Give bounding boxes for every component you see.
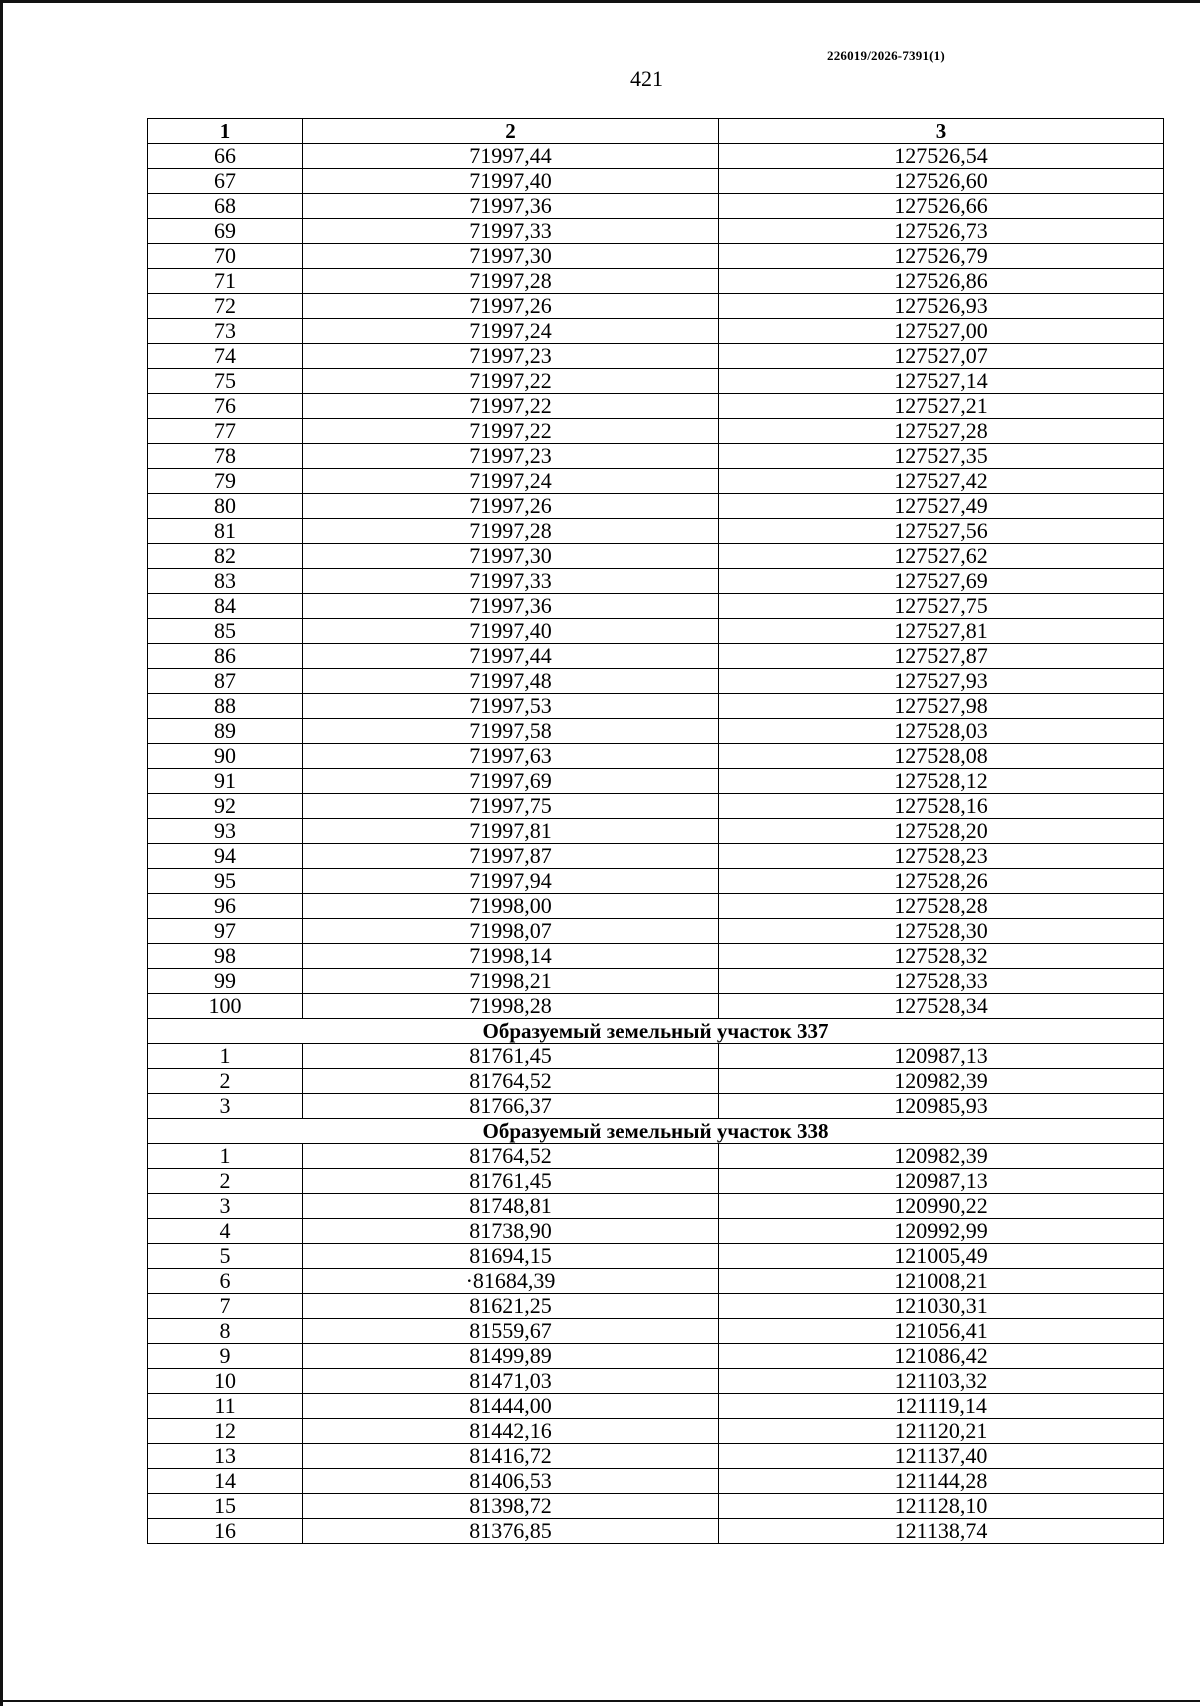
y-coordinate-cell: 127526,73: [719, 219, 1164, 244]
point-number-cell: 87: [148, 669, 303, 694]
point-number-cell: 11: [148, 1394, 303, 1419]
point-number-cell: 79: [148, 469, 303, 494]
x-coordinate-cell: 81738,90: [303, 1219, 719, 1244]
x-coordinate-cell: 71997,28: [303, 269, 719, 294]
table-row: [148, 1294, 1164, 1319]
table-row: [148, 469, 1164, 494]
y-coordinate-cell: 127527,87: [719, 644, 1164, 669]
table-row: [148, 169, 1164, 194]
y-coordinate-cell: 127527,28: [719, 419, 1164, 444]
point-number-cell: 2: [148, 1169, 303, 1194]
table-row: [148, 894, 1164, 919]
table-row: [148, 844, 1164, 869]
y-coordinate-cell: 127527,62: [719, 544, 1164, 569]
y-coordinate-cell: 127527,00: [719, 319, 1164, 344]
table-row: [148, 294, 1164, 319]
point-number-cell: 2: [148, 1069, 303, 1094]
point-number-cell: 84: [148, 594, 303, 619]
y-coordinate-cell: 120987,13: [719, 1169, 1164, 1194]
point-number-cell: 77: [148, 419, 303, 444]
y-coordinate-cell: 127528,08: [719, 744, 1164, 769]
x-coordinate-cell: 71997,63: [303, 744, 719, 769]
x-coordinate-cell: 71997,30: [303, 544, 719, 569]
point-number-cell: 80: [148, 494, 303, 519]
table-row: [148, 344, 1164, 369]
section-header-row: [148, 1119, 1164, 1144]
point-number-cell: 96: [148, 894, 303, 919]
x-coordinate-cell: 71998,00: [303, 894, 719, 919]
x-coordinate-cell: 71997,69: [303, 769, 719, 794]
point-number-cell: 16: [148, 1519, 303, 1544]
y-coordinate-cell: 121137,40: [719, 1444, 1164, 1469]
y-coordinate-cell: 120992,99: [719, 1219, 1164, 1244]
table-row: [148, 994, 1164, 1019]
table-row: [148, 1194, 1164, 1219]
x-coordinate-cell: 71997,36: [303, 594, 719, 619]
x-coordinate-cell: 81398,72: [303, 1494, 719, 1519]
y-coordinate-cell: 121138,74: [719, 1519, 1164, 1544]
y-coordinate-cell: 120985,93: [719, 1094, 1164, 1119]
x-coordinate-cell: 81764,52: [303, 1069, 719, 1094]
point-number-cell: 14: [148, 1469, 303, 1494]
table-row: [148, 1219, 1164, 1244]
x-coordinate-cell: 81416,72: [303, 1444, 719, 1469]
point-number-cell: 91: [148, 769, 303, 794]
point-number-cell: 1: [148, 1044, 303, 1069]
column-header-2: 2: [303, 119, 719, 144]
point-number-cell: 3: [148, 1194, 303, 1219]
x-coordinate-cell: 71997,22: [303, 369, 719, 394]
point-number-cell: 90: [148, 744, 303, 769]
x-coordinate-cell: 71997,26: [303, 494, 719, 519]
x-coordinate-cell: 71998,14: [303, 944, 719, 969]
point-number-cell: 93: [148, 819, 303, 844]
table-row: [148, 1469, 1164, 1494]
point-number-cell: 7: [148, 1294, 303, 1319]
table-row: [148, 1519, 1164, 1544]
table-row: [148, 1319, 1164, 1344]
x-coordinate-cell: 81761,45: [303, 1044, 719, 1069]
column-header-1: 1: [148, 119, 303, 144]
point-number-cell: 73: [148, 319, 303, 344]
y-coordinate-cell: 120982,39: [719, 1069, 1164, 1094]
y-coordinate-cell: 120982,39: [719, 1144, 1164, 1169]
point-number-cell: 67: [148, 169, 303, 194]
x-coordinate-cell: 71997,44: [303, 644, 719, 669]
table-row: [148, 619, 1164, 644]
point-number-cell: 86: [148, 644, 303, 669]
table-row: [148, 219, 1164, 244]
point-number-cell: 95: [148, 869, 303, 894]
point-number-cell: 81: [148, 519, 303, 544]
table-row: [148, 144, 1164, 169]
table-row: [148, 1394, 1164, 1419]
table-row: [148, 1069, 1164, 1094]
table-row: [148, 1494, 1164, 1519]
y-coordinate-cell: 121119,14: [719, 1394, 1164, 1419]
y-coordinate-cell: 127528,32: [719, 944, 1164, 969]
point-number-cell: 98: [148, 944, 303, 969]
y-coordinate-cell: 127528,34: [719, 994, 1164, 1019]
table-row: [148, 594, 1164, 619]
table-row: [148, 1269, 1164, 1294]
point-number-cell: 8: [148, 1319, 303, 1344]
y-coordinate-cell: 127527,42: [719, 469, 1164, 494]
point-number-cell: 6: [148, 1269, 303, 1294]
y-coordinate-cell: 127527,69: [719, 569, 1164, 594]
y-coordinate-cell: 127527,14: [719, 369, 1164, 394]
y-coordinate-cell: 120990,22: [719, 1194, 1164, 1219]
y-coordinate-cell: 127527,81: [719, 619, 1164, 644]
point-number-cell: 1: [148, 1144, 303, 1169]
x-coordinate-cell: 71997,28: [303, 519, 719, 544]
x-coordinate-cell: 71997,23: [303, 344, 719, 369]
table-row: [148, 969, 1164, 994]
y-coordinate-cell: 127527,75: [719, 594, 1164, 619]
x-coordinate-cell: 71997,40: [303, 169, 719, 194]
x-coordinate-cell: 71998,28: [303, 994, 719, 1019]
x-coordinate-cell: 71997,23: [303, 444, 719, 469]
coordinates-table: [147, 118, 1164, 1544]
table-header-row: [148, 119, 1164, 144]
y-coordinate-cell: 121008,21: [719, 1269, 1164, 1294]
y-coordinate-cell: 127527,93: [719, 669, 1164, 694]
x-coordinate-cell: 71997,30: [303, 244, 719, 269]
x-coordinate-cell: 71998,07: [303, 919, 719, 944]
x-coordinate-cell: 81621,25: [303, 1294, 719, 1319]
table-row: [148, 519, 1164, 544]
y-coordinate-cell: 121030,31: [719, 1294, 1164, 1319]
y-coordinate-cell: 121005,49: [719, 1244, 1164, 1269]
y-coordinate-cell: 127528,16: [719, 794, 1164, 819]
point-number-cell: 15: [148, 1494, 303, 1519]
y-coordinate-cell: 127527,21: [719, 394, 1164, 419]
point-number-cell: 78: [148, 444, 303, 469]
table-row: [148, 1444, 1164, 1469]
point-number-cell: 70: [148, 244, 303, 269]
x-coordinate-cell: 71997,36: [303, 194, 719, 219]
point-number-cell: 99: [148, 969, 303, 994]
y-coordinate-cell: 121103,32: [719, 1369, 1164, 1394]
y-coordinate-cell: 127526,86: [719, 269, 1164, 294]
table-row: [148, 1094, 1164, 1119]
x-coordinate-cell: 71997,75: [303, 794, 719, 819]
point-number-cell: 85: [148, 619, 303, 644]
column-header-3: 3: [719, 119, 1164, 144]
x-coordinate-cell: 81442,16: [303, 1419, 719, 1444]
x-coordinate-cell: 71997,44: [303, 144, 719, 169]
y-coordinate-cell: 127528,20: [719, 819, 1164, 844]
section-title: Образуемый земельный участок 337: [148, 1019, 1164, 1044]
x-coordinate-cell: 71997,22: [303, 419, 719, 444]
y-coordinate-cell: 127527,35: [719, 444, 1164, 469]
table-row: [148, 394, 1164, 419]
x-coordinate-cell: 81444,00: [303, 1394, 719, 1419]
point-number-cell: 10: [148, 1369, 303, 1394]
table-row: [148, 919, 1164, 944]
x-coordinate-cell: 81376,85: [303, 1519, 719, 1544]
y-coordinate-cell: 127527,49: [719, 494, 1164, 519]
point-number-cell: 66: [148, 144, 303, 169]
x-coordinate-cell: 71997,87: [303, 844, 719, 869]
document-id: 226019/2026-7391(1): [827, 48, 945, 63]
y-coordinate-cell: 121128,10: [719, 1494, 1164, 1519]
point-number-cell: 12: [148, 1419, 303, 1444]
point-number-cell: 89: [148, 719, 303, 744]
x-coordinate-cell: 71997,81: [303, 819, 719, 844]
point-number-cell: 100: [148, 994, 303, 1019]
y-coordinate-cell: 127528,12: [719, 769, 1164, 794]
x-coordinate-cell: 71997,24: [303, 469, 719, 494]
table-row: [148, 944, 1164, 969]
table-row: [148, 869, 1164, 894]
point-number-cell: 82: [148, 544, 303, 569]
table-row: [148, 1044, 1164, 1069]
y-coordinate-cell: 127526,60: [719, 169, 1164, 194]
point-number-cell: 3: [148, 1094, 303, 1119]
table-row: [148, 494, 1164, 519]
table-row: [148, 819, 1164, 844]
x-coordinate-cell: 71997,94: [303, 869, 719, 894]
x-coordinate-cell: 71997,48: [303, 669, 719, 694]
x-coordinate-cell: 71997,24: [303, 319, 719, 344]
table-row: [148, 744, 1164, 769]
x-coordinate-cell: 81764,52: [303, 1144, 719, 1169]
table-row: [148, 1244, 1164, 1269]
y-coordinate-cell: 127527,07: [719, 344, 1164, 369]
x-coordinate-cell: 71997,40: [303, 619, 719, 644]
y-coordinate-cell: 127528,28: [719, 894, 1164, 919]
x-coordinate-cell: ·81684,39: [303, 1269, 719, 1294]
table-row: [148, 319, 1164, 344]
table-row: [148, 1419, 1164, 1444]
table-row: [148, 1344, 1164, 1369]
x-coordinate-cell: 81471,03: [303, 1369, 719, 1394]
point-number-cell: 5: [148, 1244, 303, 1269]
y-coordinate-cell: 127528,30: [719, 919, 1164, 944]
y-coordinate-cell: 127527,98: [719, 694, 1164, 719]
table-row: [148, 669, 1164, 694]
x-coordinate-cell: 71997,26: [303, 294, 719, 319]
scan-border-bottom: [0, 1700, 1200, 1702]
y-coordinate-cell: 127526,54: [719, 144, 1164, 169]
point-number-cell: 9: [148, 1344, 303, 1369]
y-coordinate-cell: 121144,28: [719, 1469, 1164, 1494]
x-coordinate-cell: 71997,33: [303, 569, 719, 594]
table-row: [148, 769, 1164, 794]
table-row: [148, 369, 1164, 394]
x-coordinate-cell: 81559,67: [303, 1319, 719, 1344]
table-row: [148, 269, 1164, 294]
x-coordinate-cell: 71998,21: [303, 969, 719, 994]
table-row: [148, 244, 1164, 269]
table-row: [148, 444, 1164, 469]
y-coordinate-cell: 127526,79: [719, 244, 1164, 269]
y-coordinate-cell: 121086,42: [719, 1344, 1164, 1369]
point-number-cell: 97: [148, 919, 303, 944]
x-coordinate-cell: 71997,22: [303, 394, 719, 419]
point-number-cell: 74: [148, 344, 303, 369]
y-coordinate-cell: 127527,56: [719, 519, 1164, 544]
section-title: Образуемый земельный участок 338: [148, 1119, 1164, 1144]
table-row: [148, 419, 1164, 444]
y-coordinate-cell: 120987,13: [719, 1044, 1164, 1069]
section-header-row: [148, 1019, 1164, 1044]
point-number-cell: 83: [148, 569, 303, 594]
page-number: 421: [630, 66, 663, 91]
y-coordinate-cell: 127526,93: [719, 294, 1164, 319]
x-coordinate-cell: 81761,45: [303, 1169, 719, 1194]
table-row: [148, 1169, 1164, 1194]
table-row: [148, 569, 1164, 594]
x-coordinate-cell: 81748,81: [303, 1194, 719, 1219]
table-row: [148, 794, 1164, 819]
point-number-cell: 13: [148, 1444, 303, 1469]
point-number-cell: 72: [148, 294, 303, 319]
y-coordinate-cell: 127528,23: [719, 844, 1164, 869]
x-coordinate-cell: 71997,53: [303, 694, 719, 719]
table-row: [148, 544, 1164, 569]
x-coordinate-cell: 71997,58: [303, 719, 719, 744]
table-row: [148, 644, 1164, 669]
table-row: [148, 694, 1164, 719]
point-number-cell: 92: [148, 794, 303, 819]
x-coordinate-cell: 71997,33: [303, 219, 719, 244]
x-coordinate-cell: 81406,53: [303, 1469, 719, 1494]
point-number-cell: 4: [148, 1219, 303, 1244]
y-coordinate-cell: 127528,33: [719, 969, 1164, 994]
point-number-cell: 94: [148, 844, 303, 869]
x-coordinate-cell: 81499,89: [303, 1344, 719, 1369]
point-number-cell: 76: [148, 394, 303, 419]
x-coordinate-cell: 81766,37: [303, 1094, 719, 1119]
point-number-cell: 75: [148, 369, 303, 394]
point-number-cell: 71: [148, 269, 303, 294]
table-row: [148, 1369, 1164, 1394]
point-number-cell: 69: [148, 219, 303, 244]
point-number-cell: 88: [148, 694, 303, 719]
point-number-cell: 68: [148, 194, 303, 219]
scan-border-top: [0, 0, 1200, 3]
table-row: [148, 1144, 1164, 1169]
scan-border-left: [0, 0, 3, 1706]
table-row: [148, 719, 1164, 744]
y-coordinate-cell: 127526,66: [719, 194, 1164, 219]
y-coordinate-cell: 127528,26: [719, 869, 1164, 894]
y-coordinate-cell: 121120,21: [719, 1419, 1164, 1444]
y-coordinate-cell: 121056,41: [719, 1319, 1164, 1344]
x-coordinate-cell: 81694,15: [303, 1244, 719, 1269]
table-row: [148, 194, 1164, 219]
y-coordinate-cell: 127528,03: [719, 719, 1164, 744]
